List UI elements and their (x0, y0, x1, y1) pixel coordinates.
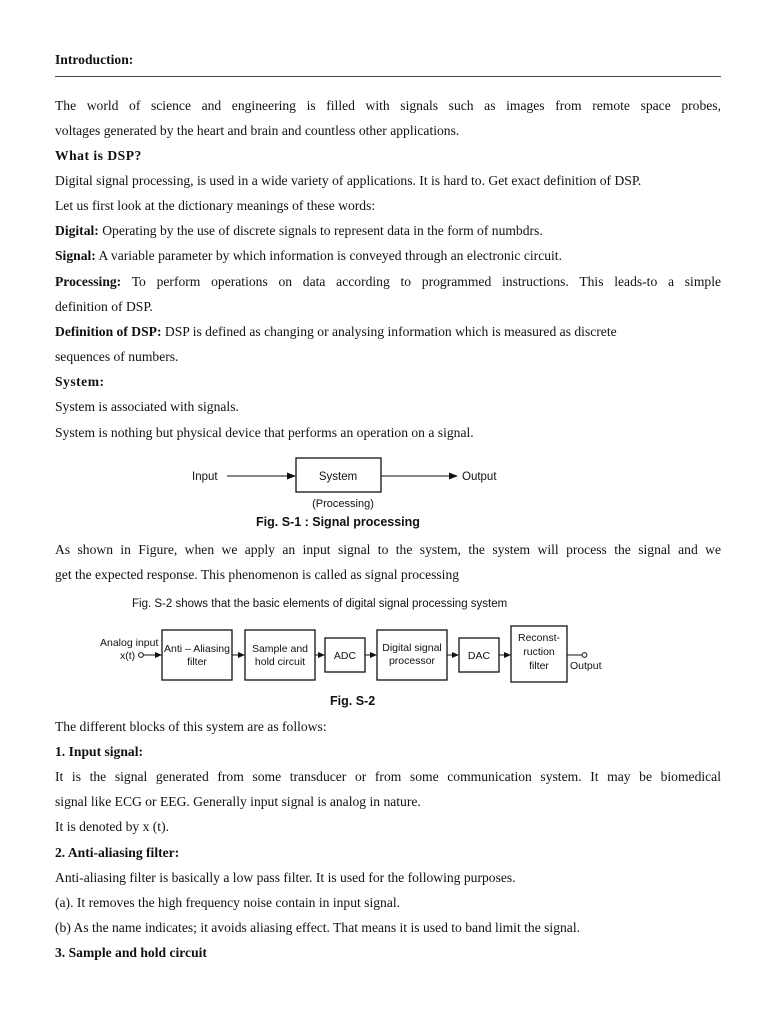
input-signal-line-3: It is denoted by x (t). (55, 819, 170, 834)
input-signal-line-2: signal like ECG or EEG. Generally input signal is analog in nature. (55, 794, 421, 809)
definition-digital (55, 223, 721, 239)
input-signal-heading: 1. Input signal: (55, 744, 144, 759)
fig2-intro: Fig. S-2 shows that the basic elements of digital signal processing system (132, 598, 508, 610)
definition-dsp-cont: sequences of numbers. (55, 349, 179, 364)
definition-term: Definition of DSP: (55, 324, 162, 339)
sample-hold-heading: 3. Sample and hold circuit (55, 945, 207, 960)
definition-text: Operating by the use of discrete signals to represent data in the form of numbdrs. (102, 223, 543, 238)
fig2-input-xt: x(t) (120, 650, 136, 662)
heading-rule (55, 76, 721, 77)
figure-s2 (0, 592, 768, 712)
blocks-intro: The different blocks of this system are as follows: (55, 719, 327, 734)
fig2-input-label: Analog input (100, 637, 159, 649)
anti-aliasing-line-3: (b) As the name indicates; it avoids aliasing effect. That means it is used to band limit the signal. (55, 920, 581, 935)
input-signal-line-1: It is the signal generated from some transducer or from some communication system. It may be biomedical (55, 769, 721, 784)
definition-term: Processing: (55, 274, 122, 289)
fig2-block-label: filter (529, 660, 549, 672)
fig2-block-label: ADC (333, 650, 357, 662)
fig2-block-sample-hold (245, 630, 315, 680)
definition-processing-cont: definition of DSP. (55, 299, 153, 314)
definition-signal (55, 248, 721, 264)
intro-line-1: The world of science and engineering is filled with signals such as images from remote space probes, (55, 98, 721, 113)
system-heading: System: (55, 374, 105, 389)
dsp-line-2: Let us first look at the dictionary meanings of these words: (55, 198, 376, 213)
definition-dsp (55, 324, 721, 340)
after-fig1-line-1: As shown in Figure, when we apply an input signal to the system, the system will process the signal and we (55, 542, 721, 557)
what-is-dsp-heading: What is DSP? (55, 148, 142, 163)
fig2-block-label: filter (187, 656, 207, 668)
fig1-system-label: System (318, 471, 358, 483)
intro-line-2: voltages generated by the heart and brain and countless other applications. (55, 123, 460, 138)
fig2-block-label: ruction (523, 646, 555, 658)
fig1-processing-label: (Processing) (312, 498, 374, 510)
fig2-block-label: processor (388, 655, 436, 667)
fig1-input-label: Input (192, 471, 218, 483)
fig2-block-label: Digital signal (382, 642, 442, 654)
fig1-output-label: Output (462, 471, 497, 483)
definition-processing (55, 274, 721, 290)
dsp-line-1: Digital signal processing, is used in a wide variety of applications. It is hard to. Get exact definition of DSP. (55, 173, 642, 188)
fig2-block-label: Reconst- (517, 632, 561, 644)
definition-term: Signal: (55, 248, 96, 263)
fig2-block-label: hold circuit (254, 656, 306, 668)
system-line-2: System is nothing but physical device that performs an operation on a signal. (55, 425, 474, 440)
system-line-1: System is associated with signals. (55, 399, 239, 414)
fig2-block-anti-aliasing (162, 630, 232, 680)
fig2-caption: Fig. S-2 (330, 694, 376, 708)
definition-term: Digital: (55, 223, 99, 238)
after-fig1-line-2: get the expected response. This phenomenon is called as signal processing (55, 567, 460, 582)
anti-aliasing-heading: 2. Anti-aliasing filter: (55, 845, 180, 860)
definition-text: To perform operations on data according to programmed instructions. This leads-to a simple (131, 274, 722, 289)
fig2-block-label: DAC (467, 650, 491, 662)
fig2-output-label: Output (570, 660, 602, 672)
fig2-block-label: Anti – Aliasing (164, 643, 230, 655)
fig2-block-label: Sample and (251, 643, 309, 655)
page-heading: Introduction: (55, 52, 134, 67)
fig1-caption: Fig. S-1 : Signal processing (256, 515, 420, 529)
definition-text: DSP is defined as changing or analysing information which is measured as discrete (164, 324, 617, 339)
definition-text: A variable parameter by which information is conveyed through an electronic circuit. (98, 248, 562, 263)
anti-aliasing-line-1: Anti-aliasing filter is basically a low pass filter. It is used for the following purposes. (55, 870, 516, 885)
anti-aliasing-line-2: (a). It removes the high frequency noise contain in input signal. (55, 895, 401, 910)
figure-s1 (0, 450, 768, 534)
